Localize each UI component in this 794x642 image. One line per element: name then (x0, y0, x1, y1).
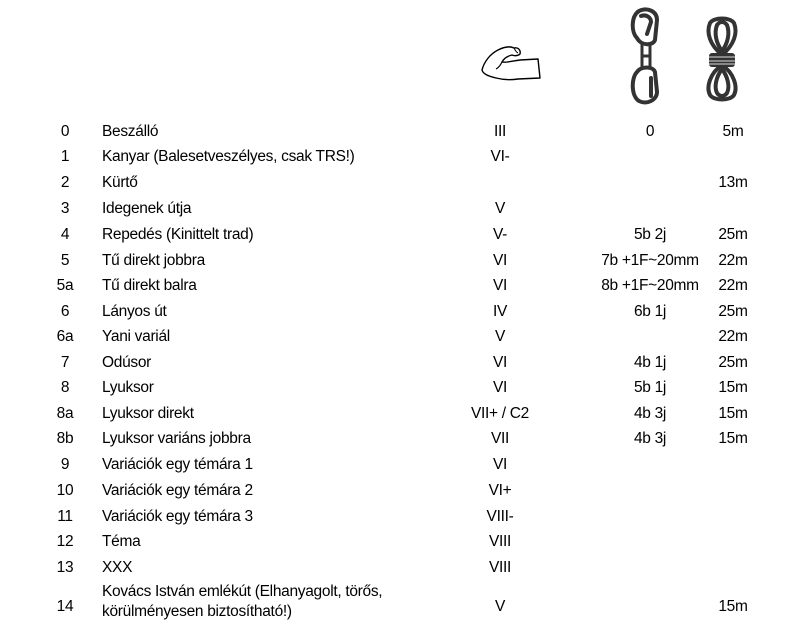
route-number: 6a (56, 328, 74, 345)
route-row (0, 119, 794, 144)
route-length: 5m (722, 123, 744, 140)
route-grade: V (494, 598, 506, 615)
route-number: 10 (56, 482, 74, 499)
route-name: Lyuksor variáns jobbra (102, 430, 251, 447)
route-name: Téma (102, 533, 141, 550)
route-grade: VIII (488, 559, 512, 576)
route-length: 15m (718, 598, 748, 615)
route-row (0, 222, 794, 247)
route-name: Lyuksor (102, 379, 154, 396)
route-number: 1 (60, 148, 70, 165)
route-row (0, 401, 794, 426)
route-name: Tű direkt jobbra (102, 252, 205, 269)
route-row (0, 504, 794, 529)
route-grade: VII+ / C2 (470, 405, 530, 422)
route-grade: III (493, 123, 507, 140)
route-length: 22m (718, 252, 748, 269)
route-number: 9 (60, 456, 70, 473)
route-length: 25m (718, 354, 748, 371)
route-name: Repedés (Kinittelt trad) (102, 226, 254, 243)
route-number: 5a (56, 277, 74, 294)
route-number: 13 (56, 559, 74, 576)
route-row (0, 350, 794, 375)
route-grade: IV (492, 303, 508, 320)
route-name: Variációk egy témára 3 (102, 508, 253, 525)
route-name: Kovács István emlékút (Elhanyagolt, törős, körülményesen biztosítható!) (102, 583, 383, 620)
route-row (0, 144, 794, 169)
route-number: 5 (60, 252, 70, 269)
route-number: 11 (57, 508, 73, 525)
route-number: 0 (60, 123, 70, 140)
route-name: Lányos út (102, 303, 167, 320)
route-name: Kanyar (Balesetveszélyes, csak TRS!) (102, 148, 355, 165)
route-length: 15m (718, 379, 748, 396)
route-name: Lyuksor direkt (102, 405, 194, 422)
route-row (0, 248, 794, 273)
route-row (0, 529, 794, 554)
rope-coil-icon (702, 15, 742, 103)
route-name: Idegenek útja (102, 200, 192, 217)
route-gear: 0 (645, 123, 655, 140)
route-length: 25m (718, 303, 748, 320)
route-grade: VI (492, 379, 508, 396)
route-name: Variációk egy témára 2 (102, 482, 253, 499)
route-grade: VII (490, 430, 510, 447)
route-gear: 4b 3j (633, 405, 667, 422)
route-grade: VIII- (486, 508, 514, 525)
route-name: Odúsor (102, 354, 152, 371)
route-row (0, 582, 794, 632)
route-length: 22m (718, 328, 748, 345)
route-gear: 4b 1j (633, 354, 667, 371)
route-row (0, 170, 794, 195)
route-number: 8 (60, 379, 70, 396)
route-grade: VIII (488, 533, 512, 550)
route-grade: VI (492, 252, 508, 269)
route-length: 25m (718, 226, 748, 243)
route-gear: 7b +1F~20mm (601, 252, 699, 269)
route-gear: 8b +1F~20mm (601, 277, 699, 294)
route-grade: V (494, 200, 506, 217)
route-grade: VI (492, 354, 508, 371)
route-gear: 5b 1j (633, 379, 667, 396)
route-number: 4 (60, 226, 70, 243)
route-row (0, 426, 794, 451)
route-row (0, 299, 794, 324)
route-gear: 4b 3j (633, 430, 667, 447)
route-number: 2 (60, 174, 70, 191)
route-row (0, 452, 794, 477)
route-name: Kürtő (102, 174, 138, 191)
route-number: 8a (56, 405, 74, 422)
route-grade: V- (492, 226, 508, 243)
route-number: 12 (56, 533, 74, 550)
route-row (0, 555, 794, 580)
route-gear: 6b 1j (633, 303, 667, 320)
route-length: 15m (718, 430, 748, 447)
route-number: 8b (56, 430, 74, 447)
strength-arm-icon (478, 42, 546, 84)
route-grade: VI (492, 456, 508, 473)
route-length: 13m (718, 174, 748, 191)
route-gear: 5b 2j (633, 226, 667, 243)
route-number: 7 (60, 354, 70, 371)
route-grade: VI- (490, 148, 510, 165)
route-number: 6 (60, 303, 70, 320)
route-row (0, 273, 794, 298)
route-row (0, 375, 794, 400)
route-name: Variációk egy témára 1 (102, 456, 253, 473)
route-grade: VI (492, 277, 508, 294)
route-row (0, 324, 794, 349)
route-length: 22m (718, 277, 748, 294)
route-name: Yani variál (102, 328, 170, 345)
route-name: Tű direkt balra (102, 277, 197, 294)
route-grade: VI+ (488, 482, 512, 499)
route-grade: V (494, 328, 506, 345)
route-row (0, 478, 794, 503)
route-row (0, 196, 794, 221)
route-length: 15m (718, 405, 748, 422)
route-number: 14 (56, 598, 74, 615)
quickdraw-icon (627, 6, 665, 106)
route-number: 3 (60, 200, 70, 217)
route-name: Beszálló (102, 123, 159, 140)
route-name: XXX (102, 559, 133, 576)
